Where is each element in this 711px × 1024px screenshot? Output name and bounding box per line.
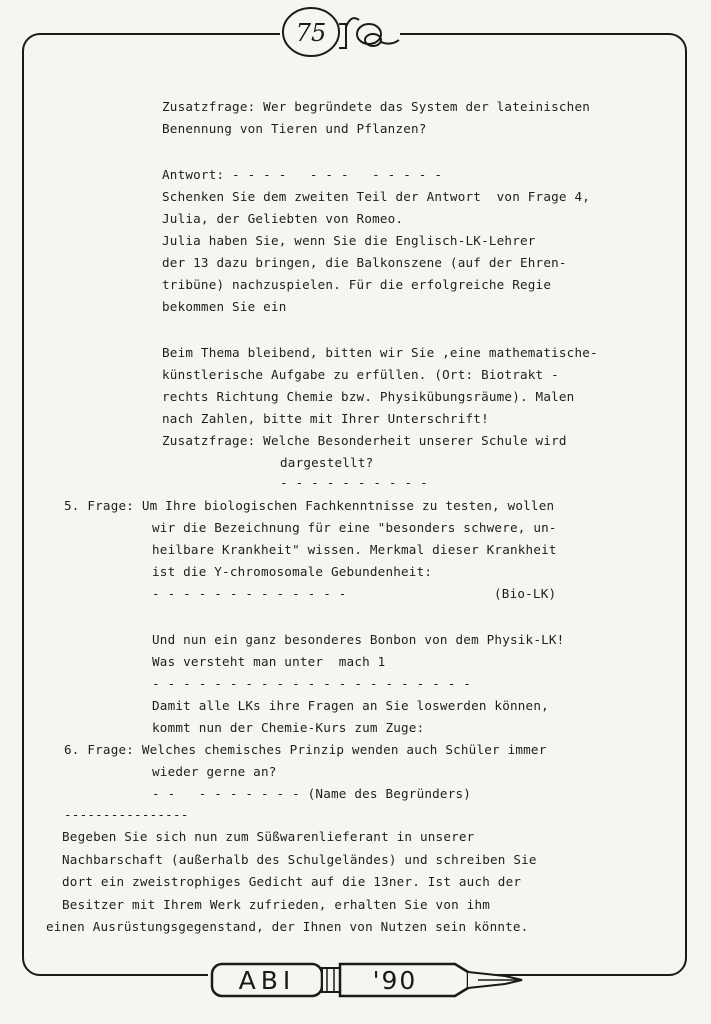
text-line: bekommen Sie ein <box>162 299 287 314</box>
text-line: Antwort: - - - - - - - - - - - - <box>162 167 443 182</box>
text-line: Schenken Sie dem zweiten Teil der Antwort von Frage 4, <box>162 189 591 204</box>
text-line: Zusatzfrage: Welche Besonderheit unserer Schule wird <box>162 433 567 448</box>
abi-banner <box>200 956 530 1004</box>
text-line: Benennung von Tieren und Pflanzen? <box>162 121 427 136</box>
text-line: wieder gerne an? <box>152 764 277 779</box>
text-line: heilbare Krankheit" wissen. Merkmal dieser Krankheit <box>152 542 557 557</box>
question-6-line: 6. Frage: Welches chemisches Prinzip wenden auch Schüler immer <box>64 742 547 757</box>
text-line: Und nun ein ganz besonderes Bonbon von dem Physik-LK! <box>152 632 565 647</box>
text-line: künstlerische Aufgabe zu erfüllen. (Ort: Biotrakt - <box>162 367 559 382</box>
page-number-badge <box>280 4 400 62</box>
question-5-line: 5. Frage: Um Ihre biologischen Fachkenntnisse zu testen, wollen <box>64 498 555 513</box>
text-line: rechts Richtung Chemie bzw. Physikübungsräume). Malen <box>162 389 575 404</box>
text-line: (Bio-LK) <box>494 586 557 601</box>
separator-line: ---------------- <box>64 807 189 822</box>
text-line: tribüne) nachzuspielen. Für die erfolgreiche Regie <box>162 277 552 292</box>
text-line: Julia, der Geliebten von Romeo. <box>162 211 404 226</box>
text-line: ist die Y-chromosomale Gebundenheit: <box>152 564 433 579</box>
text-line: Was versteht man unter mach 1 <box>152 654 386 669</box>
text-line: dargestellt? <box>280 455 374 470</box>
text-line: wir die Bezeichnung für eine "besonders schwere, un- <box>152 520 557 535</box>
text-line: Nachbarschaft (außerhalb des Schulgeländes) und schreiben Sie <box>62 852 537 867</box>
dash-line: - - - - - - - - - - - - - <box>152 586 347 601</box>
dash-line: - - - - - - - - - - <box>280 475 428 490</box>
text-line: Julia haben Sie, wenn Sie die Englisch-LK-Lehrer <box>162 233 536 248</box>
text-line: Damit alle LKs ihre Fragen an Sie loswerden können, <box>152 698 549 713</box>
text-line: der 13 dazu bringen, die Balkonszene (auf der Ehren- <box>162 255 567 270</box>
year-label: '90 <box>372 965 418 995</box>
text-line: - - - - - - - - - (Name des Begründers) <box>152 786 472 801</box>
text-line: einen Ausrüstungsgegenstand, der Ihnen von Nutzen sein könnte. <box>46 919 529 934</box>
text-line: Beim Thema bleibend, bitten wir Sie ,eine mathematische- <box>162 345 598 360</box>
text-line: Begeben Sie sich nun zum Süßwarenlieferant in unserer <box>62 829 475 844</box>
text-line: Zusatzfrage: Wer begründete das System der lateinischen <box>162 99 591 114</box>
text-line: dort ein zweistrophiges Gedicht auf die 13ner. Ist auch der <box>62 874 522 889</box>
text-line: nach Zahlen, bitte mit Ihrer Unterschrift! <box>162 411 489 426</box>
abi-label: ABI <box>238 965 296 995</box>
text-line: Besitzer mit Ihrem Werk zufrieden, erhalten Sie von ihm <box>62 897 491 912</box>
page-number: 75 <box>295 19 327 47</box>
text-line: kommt nun der Chemie-Kurs zum Zuge: <box>152 720 425 735</box>
dash-line: - - - - - - - - - - - - - - - - - - - - - <box>152 676 472 691</box>
